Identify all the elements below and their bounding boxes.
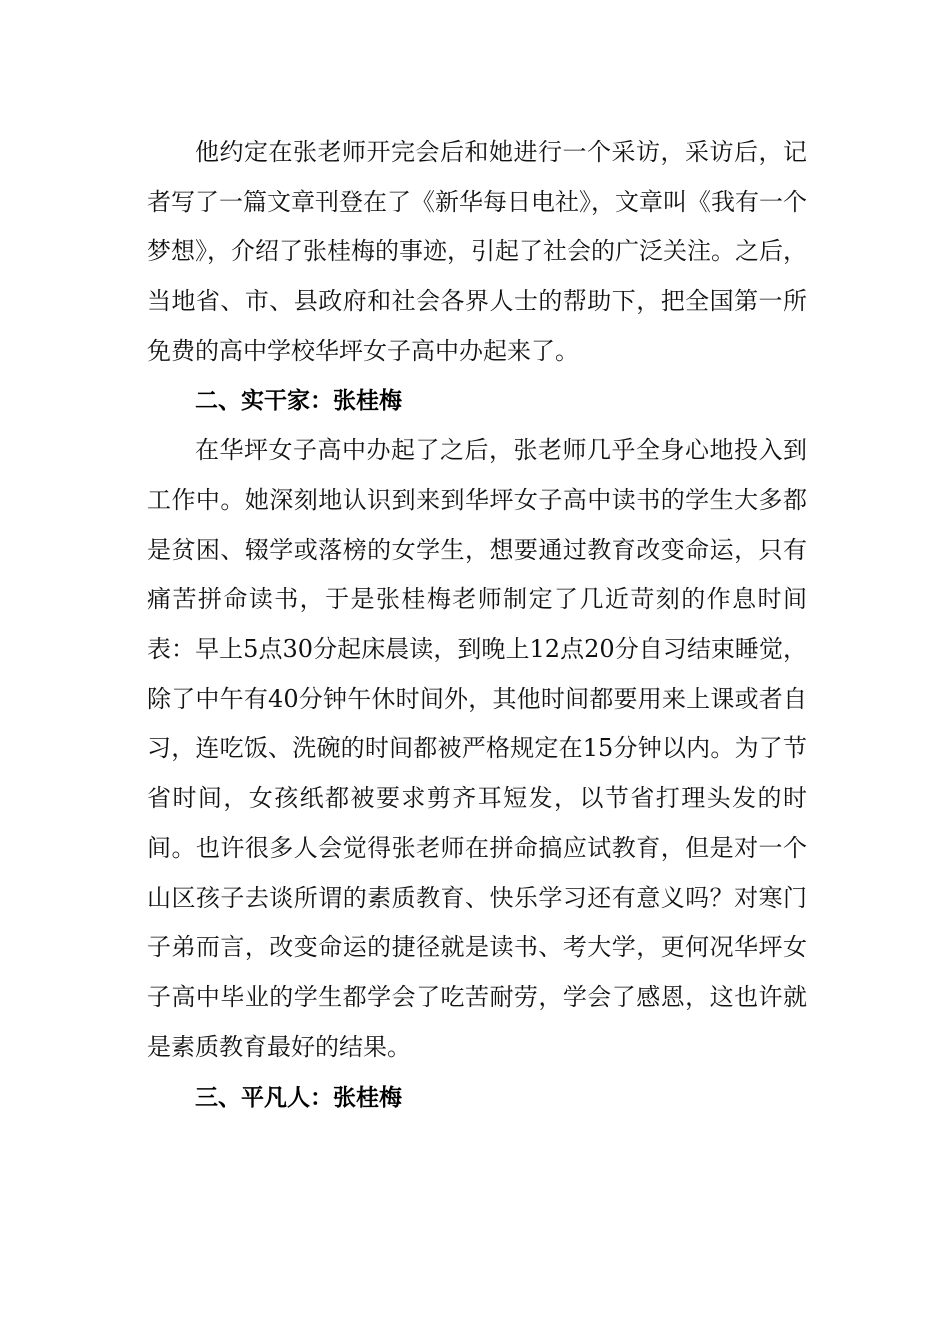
paragraph-schedule: 在华坪女子高中办起了之后，张老师几乎全身心地投入到工作中。她深刻地认识到来到华坪女子高中读书的学生大多都是贫困、辍学或落榜的女学生，想要通过教育改变命运，只有痛苦拼命读书，于是张桂梅老师制定了几近苛刻的作息时间表：早上5点30分起床晨读，到晚上12点20分自习结束睡觉，除了中午有40分钟午休时间外，其他时间都要用来上课或者自习，连吃饭、洗碗的时间都被严格规定在15分钟以内。为了节省时间，女孩纸都被要求剪齐耳短发，以节省打理头发的时间。也许很多人会觉得张老师在拼命搞应试教育，但是对一个山区孩子去谈所谓的素质教育、快乐学习还有意义吗？对寒门子弟而言，改变命运的捷径就是读书、考大学，更何况华坪女子高中毕业的学生都学会了吃苦耐劳，学会了感恩，这也许就是素质教育最好的结果。 bbox=[147, 436, 807, 1061]
section-heading-doer: 二、实干家：张桂梅 bbox=[195, 387, 402, 414]
paragraph-interview: 他约定在张老师开完会后和她进行一个采访，采访后，记者写了一篇文章刊登在了《新华每日电社》，文章叫《我有一个梦想》，介绍了张桂梅的事迹，引起了社会的广泛关注。之后，当地省、市、县政府和社会各界人士的帮助下，把全国第一所免费的高中学校华坪女子高中办起来了。 bbox=[147, 138, 807, 365]
section-heading-ordinary: 三、平凡人：张桂梅 bbox=[195, 1085, 402, 1112]
document-body bbox=[147, 128, 807, 1124]
